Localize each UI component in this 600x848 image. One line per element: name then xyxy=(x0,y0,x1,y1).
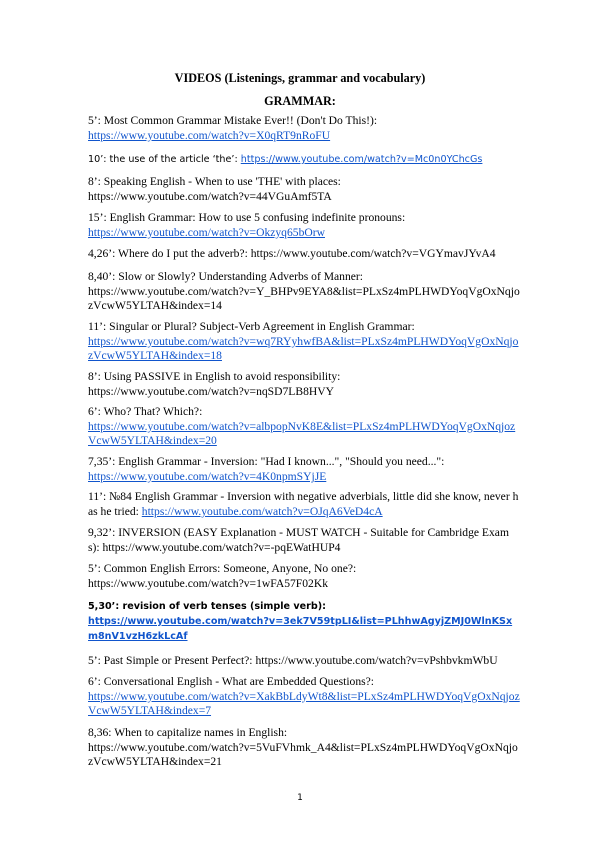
video-entry xyxy=(88,654,520,669)
video-link[interactable]: https://www.youtube.com/watch?v=XakBbLdyWt8&list=PLxSz4mPLHWDYoqVgOxNqjozVcwW5YLTAH&index=7 xyxy=(88,689,520,718)
video-link[interactable]: https://www.youtube.com/watch?v=wq7RYyhwfBA&list=PLxSz4mPLHWDYoqVgOxNqjozVcwW5YLTAH&index=18 xyxy=(88,334,519,363)
video-link[interactable]: https://www.youtube.com/watch?v=Mc0n0YChcGs xyxy=(240,154,483,165)
video-label: 11’: №84 English Grammar - Inversion with negative adverbials, little did she know, never has he tried: xyxy=(88,490,519,518)
video-link[interactable]: https://www.youtube.com/watch?v=albpopNvK8E&list=PLxSz4mPLHWDYoqVgOxNqjozVcwW5YLTAH&index=20 xyxy=(88,419,516,448)
video-entry xyxy=(88,152,520,167)
video-label: 5’: Past Simple or Present Perfect?: xyxy=(88,654,253,667)
video-entry xyxy=(88,562,520,591)
document-title: VIDEOS (Listenings, grammar and vocabulary) xyxy=(174,71,426,85)
video-url-text: https://www.youtube.com/watch?v=VGYmavJYvA4 xyxy=(250,247,496,260)
video-link[interactable]: https://www.youtube.com/watch?v=OJqA6VeD4cA xyxy=(141,504,383,518)
video-link[interactable]: https://www.youtube.com/watch?v=X0qRT9nRoFU xyxy=(88,128,331,142)
section-heading-grammar: GRAMMAR: xyxy=(264,94,336,108)
video-entry xyxy=(88,675,520,719)
video-label: 10’: the use of the article ‘the’: xyxy=(88,154,238,165)
video-entry xyxy=(88,405,520,449)
video-label: 4,26’: Where do I put the adverb?: xyxy=(88,247,248,260)
video-entry xyxy=(88,370,520,399)
video-label: 8’: Using PASSIVE in English to avoid responsibility: xyxy=(88,370,341,383)
video-label: 8,40’: Slow or Slowly? Understanding Adverbs of Manner: xyxy=(88,270,363,283)
video-url-text: https://www.youtube.com/watch?v=-pqEWatHUP4 xyxy=(102,540,341,554)
video-label: 8,36: When to capitalize names in English: xyxy=(88,726,288,739)
video-entry xyxy=(88,599,520,644)
video-entry xyxy=(88,726,520,770)
page-number: 1 xyxy=(297,793,303,803)
video-entry xyxy=(88,114,520,143)
video-label: 5,30’: revision of verb tenses (simple verb): xyxy=(88,601,326,612)
video-label: 7,35’: English Grammar - Inversion: "Had I known...", "Should you need...": xyxy=(88,455,445,468)
video-entry xyxy=(88,211,520,240)
video-label: 5’: Most Common Grammar Mistake Ever!! (Don't Do This!): xyxy=(88,114,378,127)
video-label: 8’: Speaking English - When to use 'THE' with places: xyxy=(88,175,341,188)
video-entry xyxy=(88,247,520,262)
video-url-text: https://www.youtube.com/watch?v=vPshbvkmWbU xyxy=(255,654,498,667)
video-url-text: https://www.youtube.com/watch?v=Y_BHPv9EYA8&list=PLxSz4mPLHWDYoqVgOxNqjozVcwW5YLTAH&index=14 xyxy=(88,284,520,313)
video-url-text: https://www.youtube.com/watch?v=5VuFVhmk_A4&list=PLxSz4mPLHWDYoqVgOxNqjozVcwW5YLTAH&index=21 xyxy=(88,740,518,769)
video-link[interactable]: https://www.youtube.com/watch?v=4K0npmSYjJE xyxy=(88,469,327,483)
video-link[interactable]: https://www.youtube.com/watch?v=3ek7V59tpLI&list=PLhhwAgyjZMJ0WlnKSxm8nV1vzH6zkLcAf xyxy=(88,616,513,642)
video-entry xyxy=(88,320,520,364)
video-link[interactable]: https://www.youtube.com/watch?v=Okzyq65bOrw xyxy=(88,225,325,239)
video-entry xyxy=(88,270,520,314)
video-entry xyxy=(88,455,520,484)
video-label: 6’: Conversational English - What are Embedded Questions?: xyxy=(88,675,375,688)
video-label: 15’: English Grammar: How to use 5 confusing indefinite pronouns: xyxy=(88,211,406,224)
video-entry xyxy=(88,175,520,204)
video-label: 9,32’: INVERSION (EASY Explanation - MUST WATCH - Suitable for Cambridge Exams): xyxy=(88,526,509,554)
video-label: 11’: Singular or Plural? Subject-Verb Agreement in English Grammar: xyxy=(88,320,415,333)
video-entry xyxy=(88,526,520,555)
video-url-text: https://www.youtube.com/watch?v=44VGuAmf5TA xyxy=(88,189,332,203)
video-url-text: https://www.youtube.com/watch?v=nqSD7LB8HVY xyxy=(88,384,335,398)
video-label: 5’: Common English Errors: Someone, Anyone, No one?: xyxy=(88,562,357,575)
video-url-text: https://www.youtube.com/watch?v=1wFA57F02Kk xyxy=(88,576,329,590)
video-label: 6’: Who? That? Which?: xyxy=(88,405,203,418)
video-entry xyxy=(88,490,520,519)
